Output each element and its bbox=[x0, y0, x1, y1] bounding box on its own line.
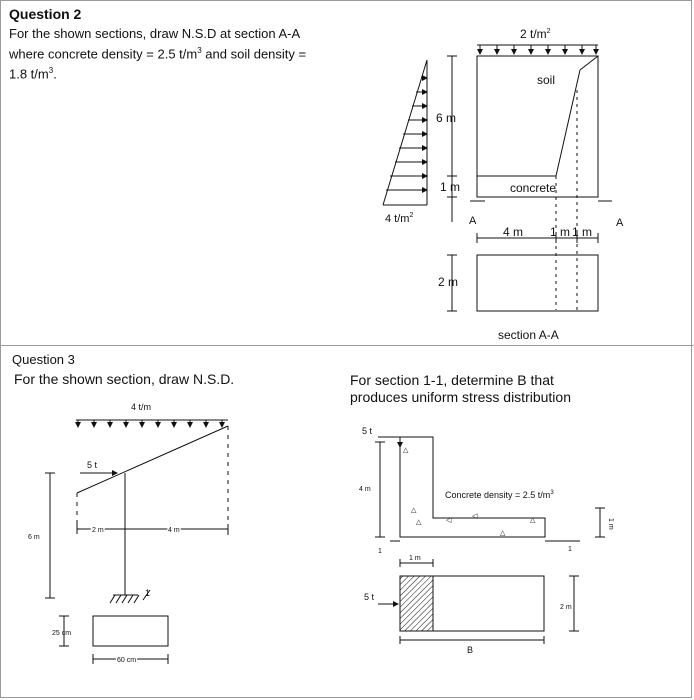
concrete-label: concrete bbox=[510, 181, 557, 195]
question-2-line-3-start: 1.8 t/m bbox=[9, 66, 49, 82]
aggregate-mark: △ bbox=[411, 507, 417, 514]
section-1-right: 1 bbox=[568, 546, 572, 553]
superscript: 3 bbox=[48, 66, 54, 76]
aggregate-mark: △ bbox=[530, 517, 536, 524]
section-1-left: 1 bbox=[378, 548, 382, 555]
dim-4m: 4 m bbox=[359, 486, 371, 493]
column-cross-section bbox=[93, 616, 168, 646]
dim-1m-bottom: 1 m bbox=[409, 555, 421, 562]
question-4-line-2: produces uniform stress distribution bbox=[350, 389, 571, 405]
section-a-right: A bbox=[616, 217, 624, 229]
dim-4m: 4 m bbox=[168, 527, 180, 534]
top-distributed-load bbox=[477, 45, 598, 54]
dim-B: B bbox=[467, 645, 474, 655]
hatched-column-part bbox=[400, 576, 433, 631]
dim-25cm: 25 cm bbox=[52, 630, 72, 637]
section-a-a-rect bbox=[477, 255, 598, 311]
question-3-figure bbox=[28, 402, 228, 664]
superscript: 3 bbox=[197, 46, 202, 55]
dim-1m-b: 1 m bbox=[572, 225, 593, 239]
dim-1m-a: 1 m bbox=[550, 225, 571, 239]
dim-6m: 6 m bbox=[28, 534, 40, 541]
section-a-a-label: section A-A bbox=[498, 328, 559, 342]
point-load-label: 5 t bbox=[87, 460, 98, 470]
question-2-line-3-end: . bbox=[53, 66, 57, 82]
section-a-left: A bbox=[469, 215, 477, 227]
aggregate-mark: △ bbox=[416, 519, 422, 526]
concrete-wall-slope bbox=[477, 70, 580, 176]
question-4-figure bbox=[359, 426, 614, 655]
top-load-label: 2 $t/m^2$ bbox=[520, 27, 551, 41]
l-shaped-section bbox=[400, 437, 545, 537]
soil-label: soil bbox=[537, 73, 556, 87]
dim-1m: 1 m bbox=[440, 180, 461, 194]
question-3-text: For the shown section, draw N.S.D. bbox=[14, 371, 235, 387]
bottom-point-load-label: 5 t bbox=[364, 592, 375, 602]
top-point-load-label: 5 t bbox=[362, 426, 373, 436]
aggregate-mark: ◁ bbox=[472, 513, 478, 520]
dim-2m: 2 m bbox=[560, 604, 572, 611]
question-2-title: Question 2 bbox=[9, 6, 82, 22]
inclined-member bbox=[77, 426, 228, 493]
aggregate-mark: ◁ bbox=[446, 517, 452, 524]
wall-top bbox=[580, 56, 598, 70]
dim-1m-right: 1 m bbox=[607, 518, 614, 530]
dim-4m: 4 m bbox=[503, 225, 524, 239]
question-2-figure bbox=[383, 27, 624, 342]
question-2-line-2-end: and soil density = bbox=[201, 46, 307, 62]
question-4-line-1: For section 1-1, determine B that bbox=[350, 372, 554, 388]
dim-6m: 6 m bbox=[436, 111, 457, 125]
concrete-density-label: Concrete density = 2.5 $t/m^3$ bbox=[445, 490, 554, 500]
pressure-label: 4 $t/m^2$ bbox=[385, 212, 414, 225]
section-mark-label: 1 bbox=[145, 588, 151, 598]
question-3-title: Question 3 bbox=[12, 352, 75, 367]
distributed-load-label: 4 t/m bbox=[131, 402, 152, 412]
lateral-pressure-diagram bbox=[383, 60, 427, 205]
dim-2m: 2 m bbox=[92, 527, 104, 534]
dim-60cm: 60 cm bbox=[117, 657, 137, 664]
aggregate-mark: △ bbox=[403, 447, 409, 454]
aggregate-mark: △ bbox=[500, 530, 506, 537]
question-2-line-1: For the shown sections, draw N.S.D at section A-A bbox=[9, 26, 301, 41]
dim-2m: 2 m bbox=[438, 275, 459, 289]
question-2-line-2-start: where concrete density = 2.5 t/m bbox=[9, 46, 198, 62]
